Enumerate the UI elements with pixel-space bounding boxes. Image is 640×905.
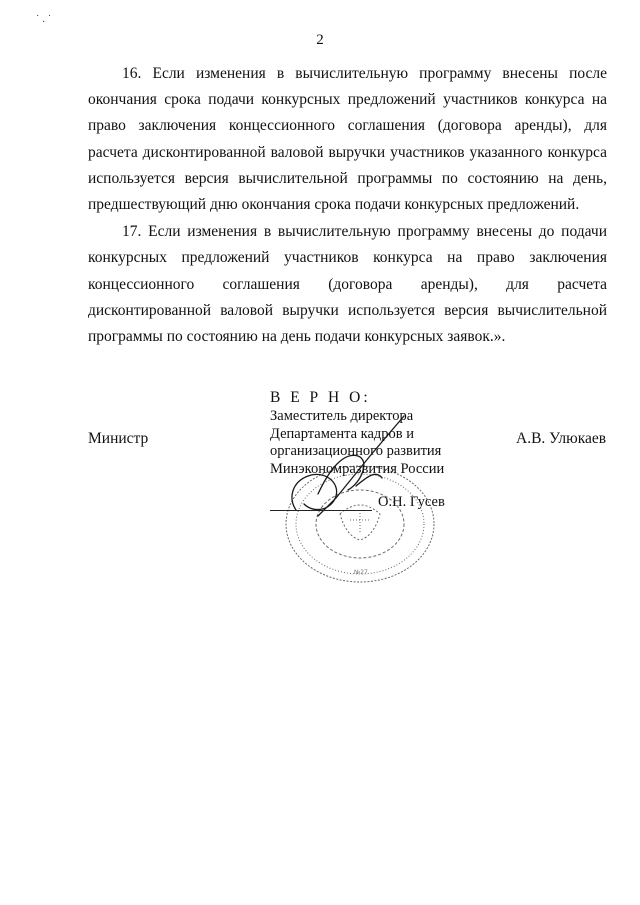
svg-text:№27: №27: [354, 569, 368, 576]
paragraph-16: 16. Если изменения в вычислительную программу внесены после окончания срока подачи конкурсных предложений участников конкурса на право заключения концессионного соглашения (договора аренды), для расчета дисконтированной валовой выручки участников указанного конкурса используется версия вычислительной программы по состоянию на день, предшествующий дню окончания срока подачи конкурсных предложений.: [88, 65, 607, 214]
certify-line-department: Департамента кадров и: [270, 425, 415, 442]
certify-title: В Е Р Н О:: [270, 389, 371, 406]
page-number: 2: [316, 32, 324, 48]
certify-line-ministry: Минэкономразвития России: [270, 460, 445, 477]
minister-name: А.В. Улюкаев: [516, 430, 607, 447]
signature-line: [270, 510, 372, 511]
certification-block: [270, 388, 470, 478]
minister-label: Министр: [88, 430, 149, 447]
certify-line-position: Заместитель директора: [270, 408, 414, 424]
paragraph-17: 17. Если изменения в вычислительную программу внесены до подачи конкурсных предложений участников конкурса на право заключения концессионного соглашения (договора аренды), для расчета дисконтированной валовой выручки используется версия вычислительной программы по состоянию на день подачи конкурсных заявок.».: [88, 223, 607, 346]
signer-name: О.Н. Гусев: [378, 494, 445, 510]
scan-specks: ˙.˙: [36, 14, 55, 25]
certify-line-development: организационного развития: [270, 443, 442, 459]
body-text: [88, 61, 607, 350]
